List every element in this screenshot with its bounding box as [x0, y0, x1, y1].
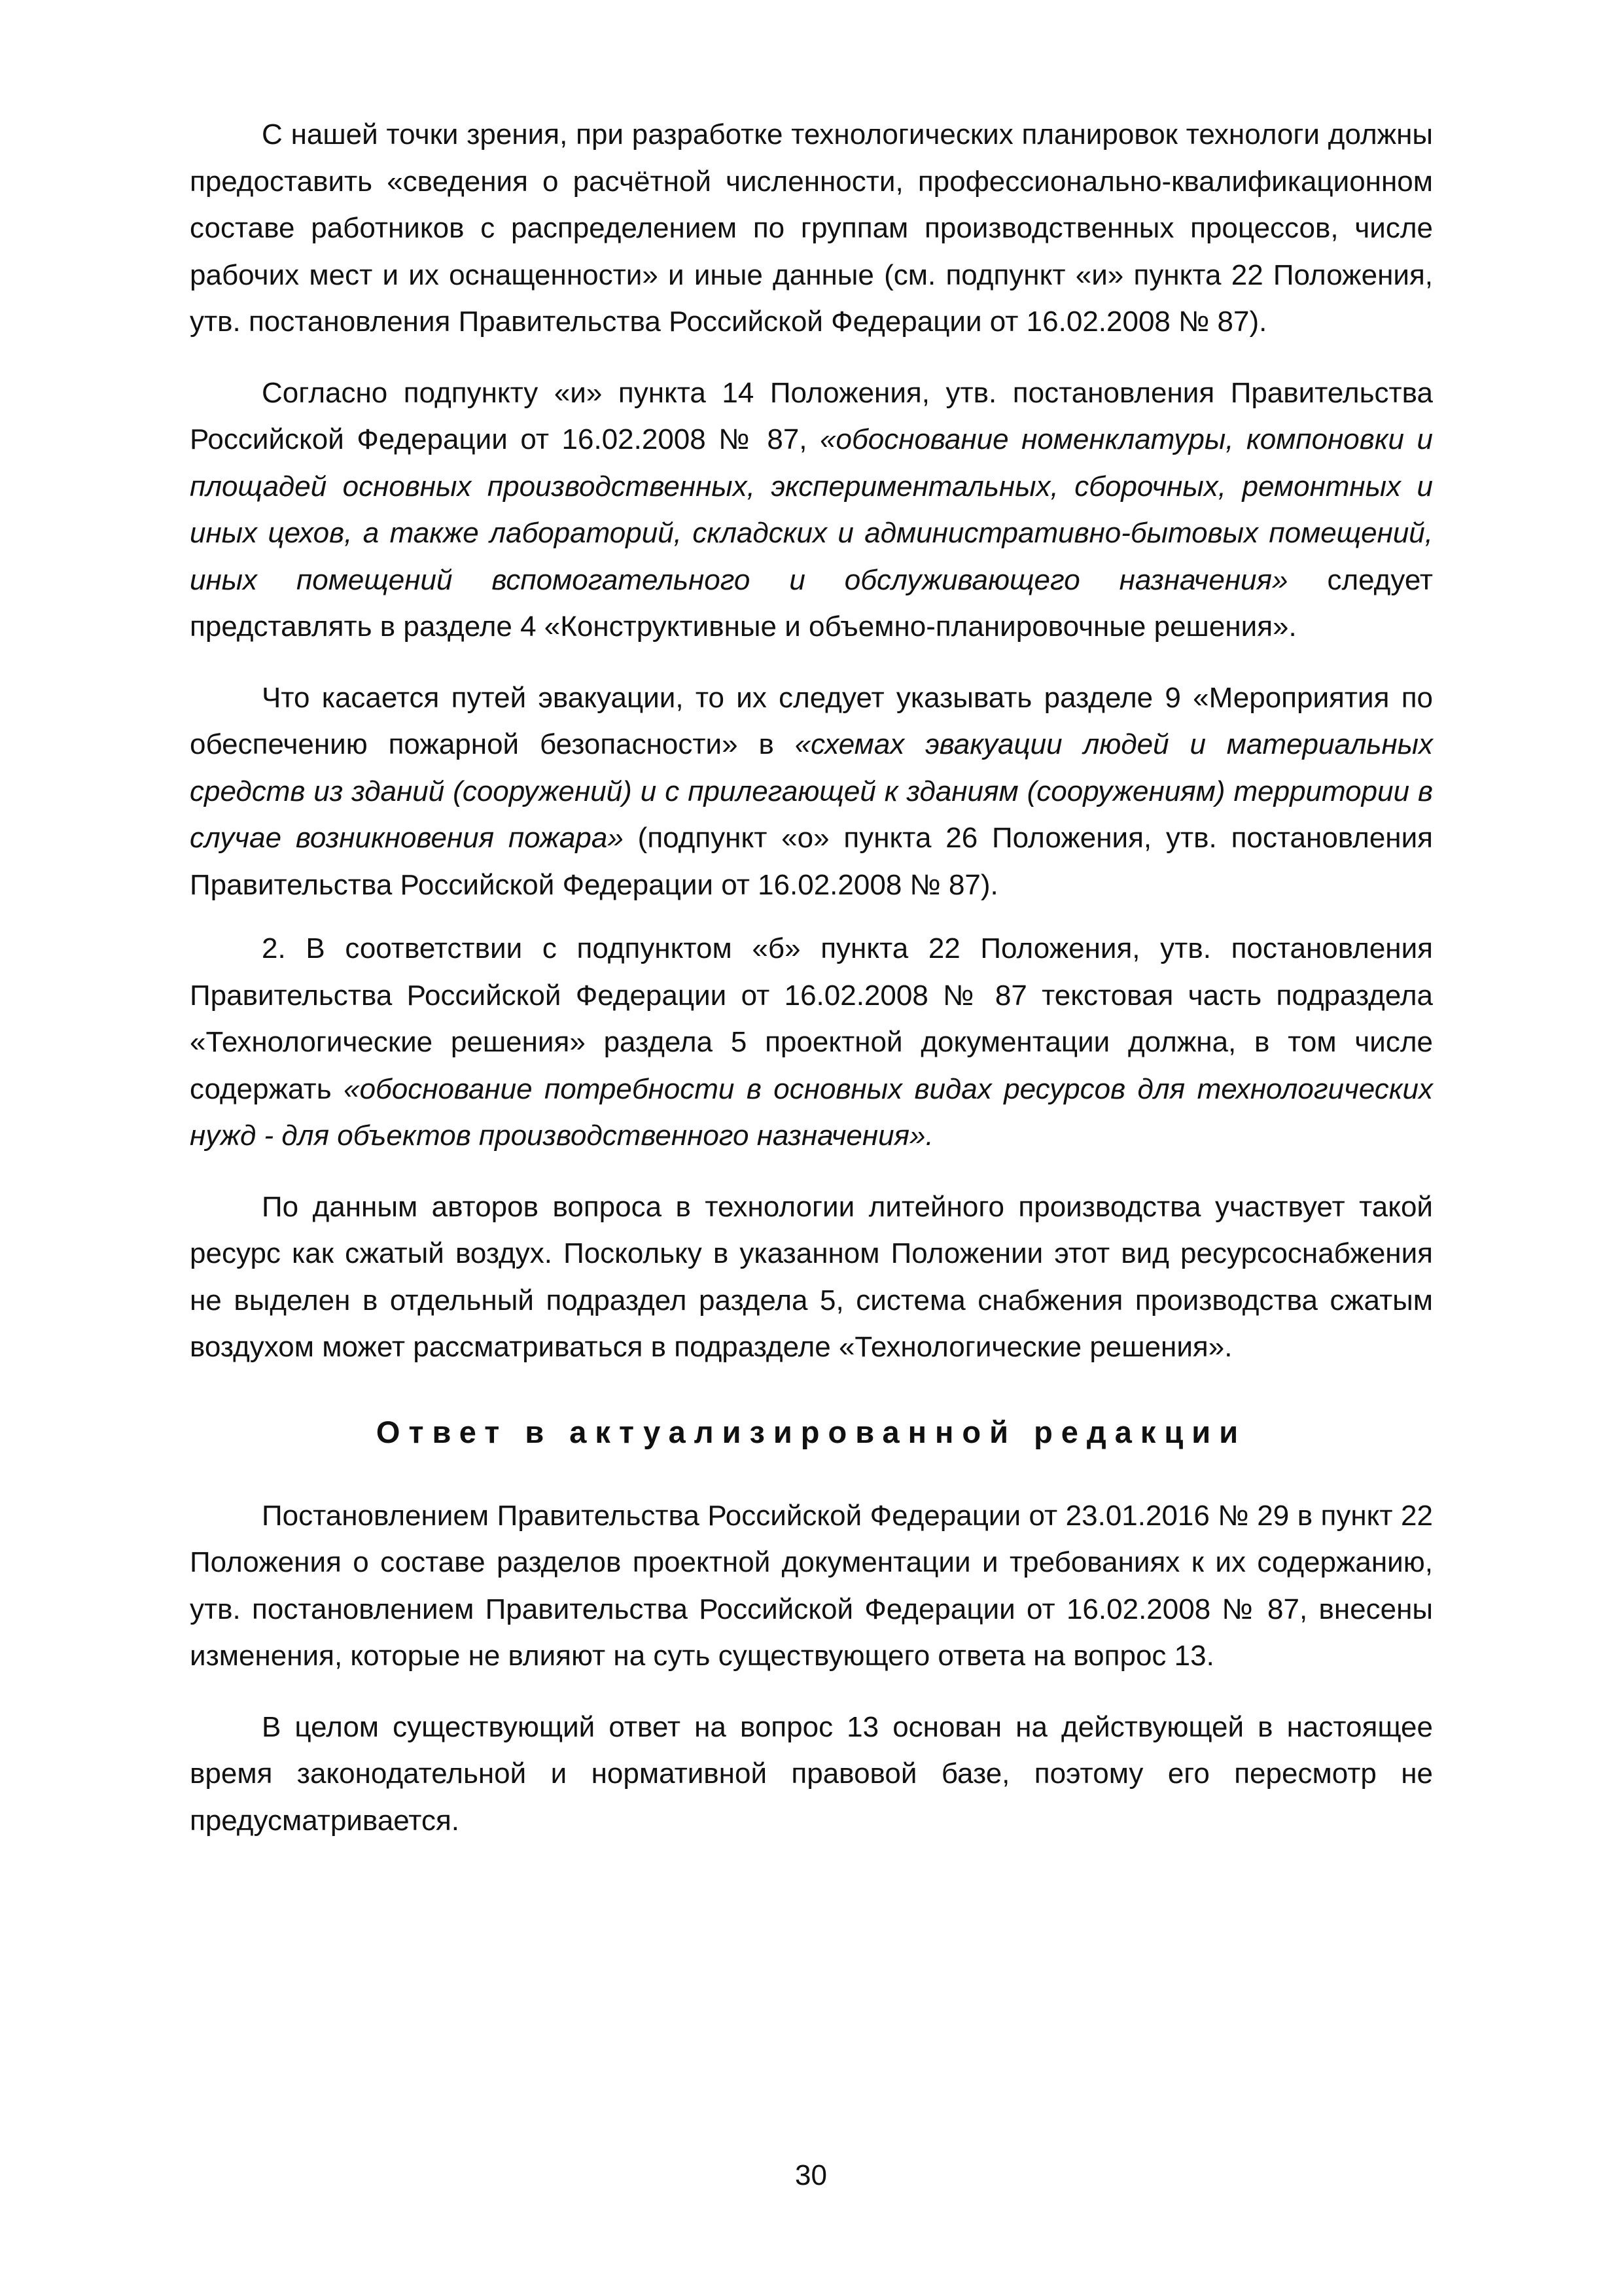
paragraph [190, 1184, 1433, 1371]
text-run: Постановлением Правительства Российской Федерации от 23.01.2016 № 29 в пункт 22 Положения о составе разделов проектной документации и требованиях к их содержанию, утв. постановлением Правительства Российской Федерации от 16.02.2008 № 87, внесены изменения, которые не влияют на суть существующего ответа на вопрос 13. [190, 1499, 1433, 1672]
document-body [190, 111, 1433, 1371]
document-body-updated [190, 1492, 1433, 1845]
text-run: Согласно подпункту «и» пункта 14 Положения, утв. постановления Правительства Российской Федерации от 16.02.2008 № 87, [190, 376, 1433, 455]
paragraph [190, 1492, 1433, 1680]
italic-quote-run: «обоснование номенклатуры, компоновки и площадей основных производственных, экспериментальных, сборочных, ремонтных и иных цехов, а также лабораторий, складских и административно-бытовых помещений, иных помещений вспомогательного и обслуживающего назначения» [190, 423, 1433, 596]
paragraph-numbered [190, 925, 1433, 1159]
text-run: С нашей точки зрения, при разработке технологических планировок технологи должны предоставить «сведения о расчётной численности, профессионально-квалификационном составе работников с распределением по группам производственных процессов, числе рабочих мест и их оснащенности» и иные данные (см. подпункт «и» пункта 22 Положения, утв. постановления Правительства Российской Федерации от 16.02.2008 № 87). [190, 118, 1433, 338]
text-run: (подпункт «о» пункта 26 Положения, утв. постановления Правительства Российской Федерации от 16.02.2008 № 87). [190, 822, 1433, 901]
text-run: В целом существующий ответ на вопрос 13 основан на действующей в настоящее время законодательной и нормативной правовой базе, поэтому его пересмотр не предусматривается. [190, 1710, 1433, 1837]
paragraph [190, 370, 1433, 650]
italic-quote-run: «обоснование потребности в основных видах ресурсов для технологических нужд - для объектов производственного назначения». [190, 1072, 1433, 1152]
paragraph [190, 1704, 1433, 1845]
text-run: 2. В соответствии с подпунктом «б» пункта 22 Положения, утв. постановления Правительства Российской Федерации от 16.02.2008 № 87 текстовая часть подраздела «Технологические решения» раздела 5 проектной документации должна, в том числе содержать [190, 932, 1433, 1105]
paragraph [190, 675, 1433, 909]
italic-quote-run: «схемах эвакуации людей и материальных средств из зданий (сооружений) и с прилегающей к зданиям (сооружениям) территории в случае возникновения пожара» [190, 728, 1434, 854]
paragraph [190, 111, 1433, 345]
text-run: следует представлять в разделе 4 «Конструктивные и объемно-планировочные решения». [190, 563, 1433, 643]
document-page [190, 111, 1433, 1844]
page-number: 30 [795, 2159, 827, 2191]
text-run: По данным авторов вопроса в технологии литейного производства участвует такой ресурс как сжатый воздух. Поскольку в указанном Положении этот вид ресурсоснабжения не выделен в отдельный подраздел раздела 5, система снабжения производства сжатым воздухом может рассматриваться в подразделе «Технологические решения». [190, 1190, 1433, 1363]
section-heading: Ответ в актуализированной редакции [376, 1414, 1247, 1449]
text-run: Что касается путей эвакуации, то их следует указывать разделе 9 «Мероприятия по обеспечению пожарной безопасности» в [190, 681, 1433, 760]
